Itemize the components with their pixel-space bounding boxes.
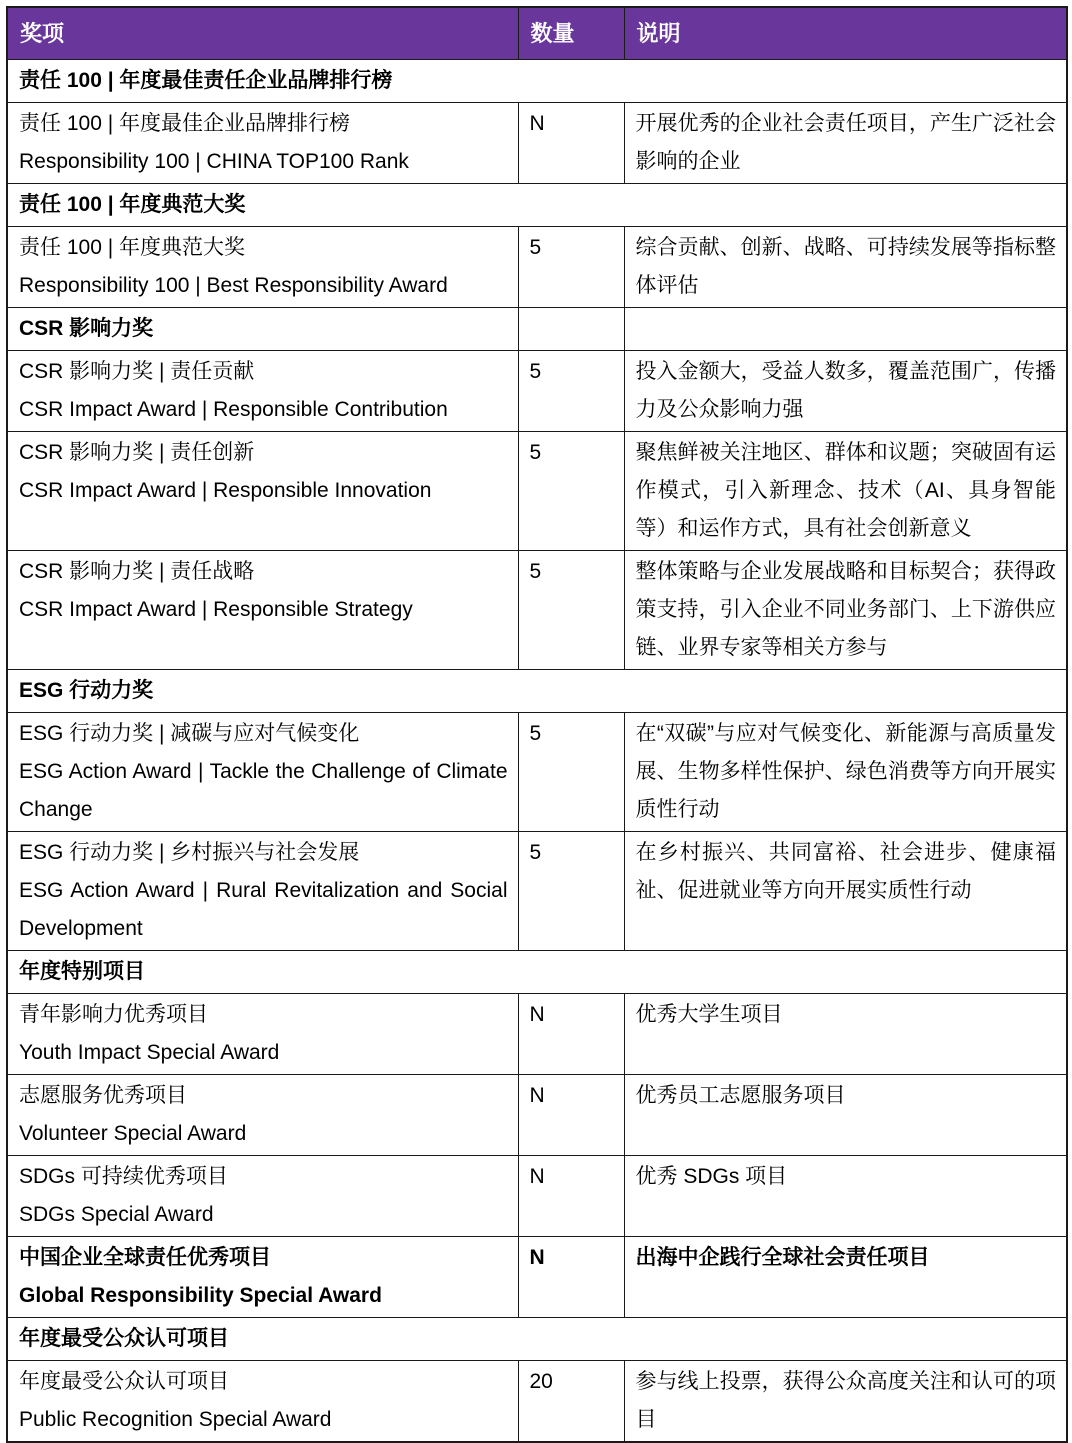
award-quantity-cell: N <box>518 994 624 1075</box>
award-row <box>7 1237 1067 1318</box>
award-row <box>7 1075 1067 1156</box>
section-row <box>7 60 1067 103</box>
award-quantity-cell: 5 <box>518 832 624 951</box>
awards-table <box>6 6 1068 1443</box>
award-name-cell <box>7 1361 518 1443</box>
award-quantity-cell: 5 <box>518 227 624 308</box>
column-header-award: 奖项 <box>7 7 518 60</box>
award-description-cell: 参与线上投票，获得公众高度关注和认可的项目 <box>624 1361 1067 1443</box>
section-row <box>7 308 1067 351</box>
section-row <box>7 951 1067 994</box>
award-name-en: Youth Impact Special Award <box>19 1041 280 1064</box>
award-description-cell: 优秀 SDGs 项目 <box>624 1156 1067 1237</box>
award-description-cell: 出海中企践行全球社会责任项目 <box>624 1237 1067 1318</box>
award-name-cn: 志愿服务优秀项目 <box>19 1084 187 1107</box>
award-name-en: Global Responsibility Special Award <box>19 1284 382 1307</box>
award-description-cell: 整体策略与企业发展战略和目标契合；获得政策支持，引入企业不同业务部门、上下游供应链、业界专家等相关方参与 <box>624 551 1067 670</box>
award-name-cell <box>7 103 518 184</box>
award-quantity-cell: 20 <box>518 1361 624 1443</box>
award-name-cell <box>7 1075 518 1156</box>
award-name-cn: CSR 影响力奖 | 责任贡献 <box>19 360 255 383</box>
award-name-en: CSR Impact Award | Responsible Contribution <box>19 398 448 421</box>
award-row <box>7 432 1067 551</box>
award-name-cn: CSR 影响力奖 | 责任战略 <box>19 560 255 583</box>
table-header <box>7 7 1067 60</box>
award-name-cell <box>7 832 518 951</box>
section-title: 责任 100 | 年度典范大奖 <box>7 184 1067 227</box>
award-name-cn: 责任 100 | 年度最佳企业品牌排行榜 <box>19 112 350 135</box>
award-name-en: Public Recognition Special Award <box>19 1408 332 1431</box>
award-name-cell <box>7 227 518 308</box>
column-header-description: 说明 <box>624 7 1067 60</box>
section-title: CSR 影响力奖 <box>7 308 518 351</box>
award-row <box>7 994 1067 1075</box>
award-description-cell: 优秀大学生项目 <box>624 994 1067 1075</box>
section-row <box>7 1318 1067 1361</box>
award-quantity-cell: N <box>518 103 624 184</box>
award-quantity-cell: 5 <box>518 713 624 832</box>
award-description-cell: 优秀员工志愿服务项目 <box>624 1075 1067 1156</box>
award-name-en: SDGs Special Award <box>19 1203 214 1226</box>
award-name-en: Volunteer Special Award <box>19 1122 247 1145</box>
award-quantity-cell: N <box>518 1237 624 1318</box>
award-row <box>7 103 1067 184</box>
award-name-cn: 年度最受公众认可项目 <box>19 1370 229 1393</box>
award-name-cell <box>7 432 518 551</box>
award-name-en: Responsibility 100 | CHINA TOP100 Rank <box>19 150 409 173</box>
section-title: ESG 行动力奖 <box>7 670 1067 713</box>
award-name-en: ESG Action Award | Rural Revitalization and Social Development <box>19 879 508 940</box>
section-title: 责任 100 | 年度最佳责任企业品牌排行榜 <box>7 60 1067 103</box>
award-description-cell: 开展优秀的企业社会责任项目，产生广泛社会影响的企业 <box>624 103 1067 184</box>
award-row <box>7 227 1067 308</box>
award-description-cell: 投入金额大，受益人数多，覆盖范围广，传播力及公众影响力强 <box>624 351 1067 432</box>
award-name-en: Responsibility 100 | Best Responsibility Award <box>19 274 448 297</box>
award-name-cn: 责任 100 | 年度典范大奖 <box>19 236 245 259</box>
award-name-cn: ESG 行动力奖 | 减碳与应对气候变化 <box>19 722 360 745</box>
award-quantity-cell: 5 <box>518 551 624 670</box>
award-row <box>7 713 1067 832</box>
award-quantity-cell: N <box>518 1156 624 1237</box>
award-description-cell: 聚焦鲜被关注地区、群体和议题；突破固有运作模式，引入新理念、技术（AI、具身智能等）和运作方式，具有社会创新意义 <box>624 432 1067 551</box>
award-quantity-cell: 5 <box>518 351 624 432</box>
award-name-cn: CSR 影响力奖 | 责任创新 <box>19 441 255 464</box>
award-name-cell <box>7 551 518 670</box>
award-name-cn: ESG 行动力奖 | 乡村振兴与社会发展 <box>19 841 360 864</box>
award-name-cell <box>7 1156 518 1237</box>
award-name-cn: 中国企业全球责任优秀项目 <box>19 1246 271 1269</box>
award-row <box>7 832 1067 951</box>
award-description-cell: 综合贡献、创新、战略、可持续发展等指标整体评估 <box>624 227 1067 308</box>
section-title: 年度最受公众认可项目 <box>7 1318 1067 1361</box>
award-row <box>7 1361 1067 1443</box>
award-name-cell <box>7 713 518 832</box>
award-description-cell: 在“双碳”与应对气候变化、新能源与高质量发展、生物多样性保护、绿色消费等方向开展实质性行动 <box>624 713 1067 832</box>
column-header-quantity: 数量 <box>518 7 624 60</box>
award-name-cell <box>7 351 518 432</box>
section-empty-quantity-cell <box>518 308 624 351</box>
award-row <box>7 551 1067 670</box>
section-title: 年度特别项目 <box>7 951 1067 994</box>
award-name-en: CSR Impact Award | Responsible Strategy <box>19 598 413 621</box>
table-header-row <box>7 7 1067 60</box>
award-quantity-cell: N <box>518 1075 624 1156</box>
award-description-cell: 在乡村振兴、共同富裕、社会进步、健康福祉、促进就业等方向开展实质性行动 <box>624 832 1067 951</box>
section-row <box>7 670 1067 713</box>
award-name-cell <box>7 1237 518 1318</box>
award-name-en: ESG Action Award | Tackle the Challenge of Climate Change <box>19 760 508 821</box>
award-name-cn: 青年影响力优秀项目 <box>19 1003 208 1026</box>
table-body <box>7 60 1067 1443</box>
section-empty-description-cell <box>624 308 1067 351</box>
award-name-cell <box>7 994 518 1075</box>
award-quantity-cell: 5 <box>518 432 624 551</box>
award-name-cn: SDGs 可持续优秀项目 <box>19 1165 228 1188</box>
award-name-en: CSR Impact Award | Responsible Innovation <box>19 479 432 502</box>
section-row <box>7 184 1067 227</box>
award-row <box>7 351 1067 432</box>
award-row <box>7 1156 1067 1237</box>
